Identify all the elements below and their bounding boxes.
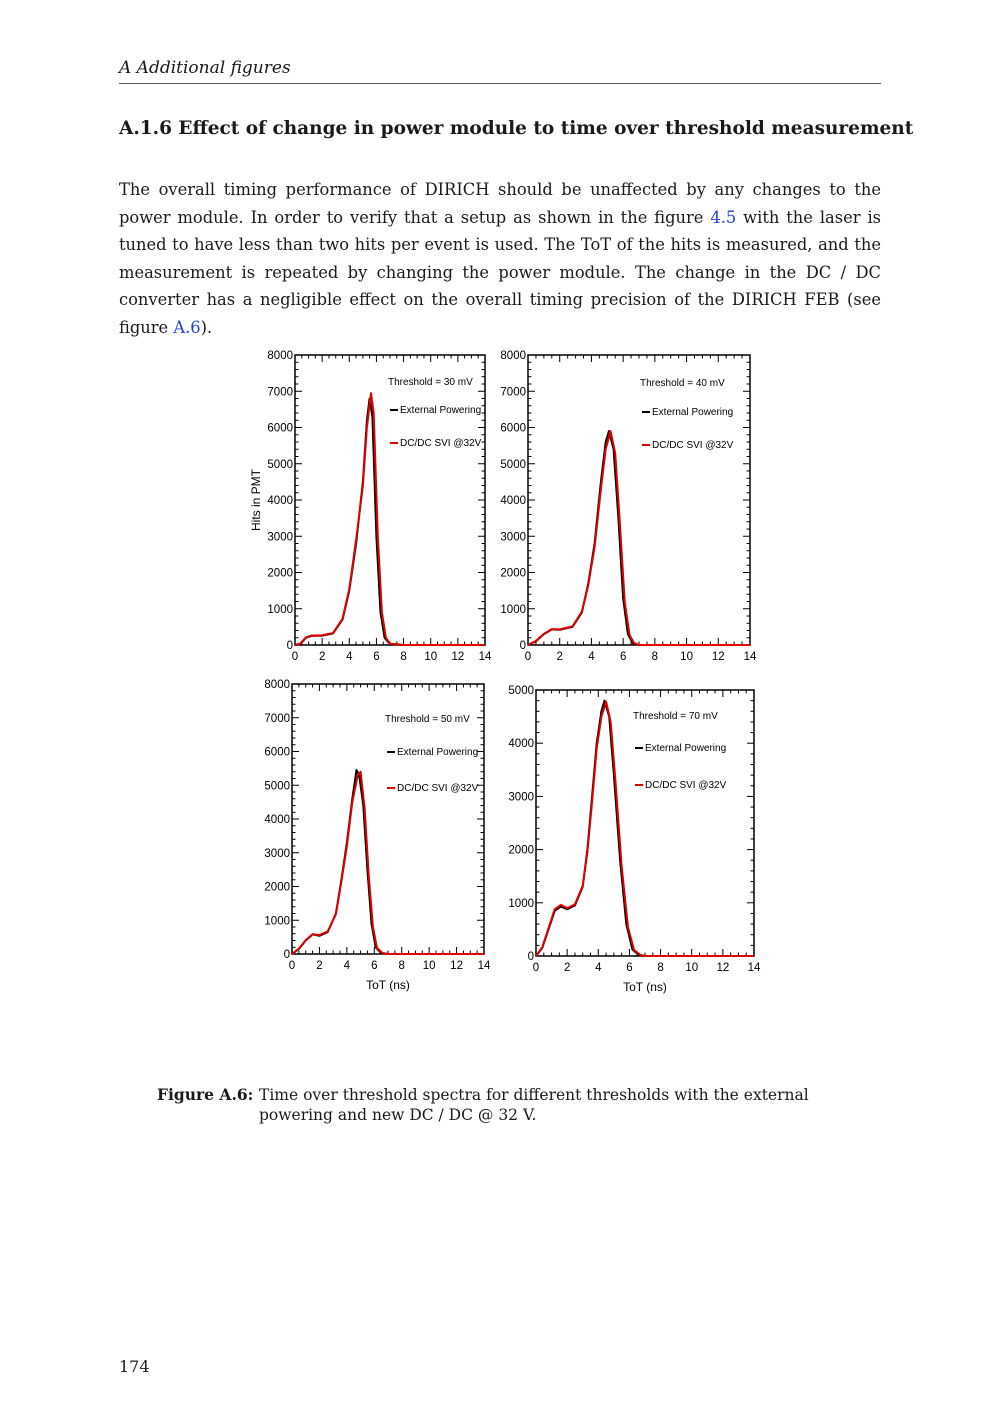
x-tick-label: 14 — [747, 962, 761, 974]
y-tick-label: 3000 — [267, 531, 293, 544]
caption-label: Figure A.6: — [157, 1085, 254, 1104]
legend-entry: DC/DC SVI @32V — [645, 780, 727, 791]
running-head: A Additional figures — [119, 58, 881, 84]
series-line — [292, 772, 484, 954]
plot-frame — [528, 355, 750, 645]
threshold-annotation: Threshold = 70 mV — [633, 711, 718, 722]
y-tick-label: 1000 — [508, 897, 534, 910]
x-tick-label: 8 — [651, 651, 659, 663]
y-tick-label: 6000 — [264, 746, 290, 759]
figure-ref-link[interactable]: 4.5 — [710, 207, 737, 227]
x-tick-label: 4 — [588, 651, 595, 663]
x-axis-label: ToT (ns) — [623, 980, 667, 994]
series-line — [528, 431, 750, 645]
x-tick-label: 2 — [316, 960, 323, 972]
y-tick-label: 0 — [519, 640, 526, 652]
y-tick-label: 4000 — [500, 495, 526, 507]
y-tick-label: 8000 — [267, 350, 293, 362]
body-paragraph — [119, 176, 881, 342]
y-tick-label: 7000 — [500, 386, 526, 399]
series-line — [528, 431, 750, 645]
chart-panel — [264, 679, 491, 992]
paragraph-text-2: with the laser is tuned to have less than two hits per event is used. The ToT of the hits is measured, and the measurement is repeated by changing the power module. The change in the DC / DC converter has a negligible effect on the overall timing precision of the DIRICH FEB (see figure — [119, 207, 882, 337]
threshold-annotation: Threshold = 30 mV — [388, 377, 473, 388]
y-tick-label: 5000 — [508, 685, 534, 697]
x-tick-label: 14 — [477, 960, 491, 972]
x-tick-label: 10 — [422, 960, 436, 972]
legend-entry: External Powering — [652, 407, 734, 418]
x-axis-label: ToT (ns) — [366, 978, 410, 992]
x-tick-label: 8 — [400, 651, 407, 663]
x-tick-label: 6 — [371, 960, 378, 972]
y-tick-label: 1000 — [264, 915, 290, 928]
y-axis-label: Hits in PMT — [249, 468, 263, 532]
series-line — [295, 393, 485, 645]
legend-entry: External Powering — [645, 743, 727, 754]
y-tick-label: 7000 — [267, 386, 293, 399]
y-tick-label: 4000 — [508, 738, 534, 751]
x-tick-label: 12 — [451, 651, 465, 663]
y-tick-label: 8000 — [500, 350, 526, 362]
legend-entry: DC/DC SVI @32V — [652, 440, 734, 451]
plot-frame — [536, 690, 754, 956]
x-tick-label: 14 — [743, 651, 757, 663]
series-line — [536, 702, 754, 956]
x-tick-label: 12 — [711, 651, 725, 663]
chart-panel — [249, 350, 492, 663]
legend-entry: DC/DC SVI @32V — [397, 783, 479, 794]
x-tick-label: 2 — [318, 651, 326, 663]
figure-ref-link[interactable]: A.6 — [173, 317, 201, 337]
plot-frame — [295, 355, 485, 645]
y-tick-label: 5000 — [264, 780, 290, 793]
legend-entry: DC/DC SVI @32V — [400, 438, 482, 449]
y-tick-label: 5000 — [500, 458, 526, 471]
threshold-annotation: Threshold = 40 mV — [640, 378, 725, 389]
y-tick-label: 1000 — [267, 603, 293, 616]
legend-entry: External Powering — [397, 747, 479, 758]
x-tick-label: 10 — [424, 651, 438, 663]
y-tick-label: 0 — [283, 949, 290, 961]
x-tick-label: 10 — [685, 962, 699, 974]
x-tick-label: 0 — [532, 962, 540, 974]
series-line — [295, 399, 485, 646]
y-tick-label: 5000 — [267, 458, 293, 471]
x-tick-label: 6 — [626, 962, 633, 974]
x-tick-label: 14 — [478, 651, 492, 663]
y-tick-label: 7000 — [264, 712, 290, 725]
y-tick-label: 2000 — [508, 844, 534, 857]
x-tick-label: 0 — [524, 651, 532, 663]
x-tick-label: 10 — [680, 651, 693, 663]
y-tick-label: 0 — [527, 951, 534, 963]
y-tick-label: 2000 — [264, 881, 290, 894]
x-tick-label: 2 — [563, 962, 571, 974]
x-tick-label: 2 — [556, 651, 563, 663]
figure-tot-spectra — [240, 340, 770, 1010]
chart-panel — [508, 685, 761, 994]
x-tick-label: 0 — [291, 651, 299, 663]
y-tick-label: 6000 — [267, 422, 293, 435]
section-title: A.1.6 Effect of change in power module to time over threshold measurement — [119, 118, 914, 139]
y-tick-label: 4000 — [264, 814, 290, 826]
paragraph-text-1: The overall timing performance of DIRICH should be unaffected by any changes to the power module. In order to verify that a setup as shown in the figure — [119, 180, 881, 227]
x-tick-label: 12 — [716, 962, 730, 974]
y-tick-label: 3000 — [508, 791, 534, 804]
series-line — [536, 701, 754, 956]
chart-panel — [500, 350, 757, 663]
series-line — [292, 770, 484, 954]
figure-svg — [240, 340, 770, 1010]
x-tick-label: 8 — [398, 960, 405, 972]
y-tick-label: 1000 — [500, 603, 526, 616]
x-tick-label: 4 — [346, 651, 353, 663]
caption-text: Time over threshold spectra for different thresholds with the external powering and new DC / DC @ 32 V. — [259, 1086, 809, 1124]
x-tick-label: 4 — [343, 960, 351, 972]
y-tick-label: 2000 — [267, 567, 293, 580]
x-tick-label: 12 — [450, 960, 463, 972]
y-tick-label: 4000 — [267, 495, 293, 507]
y-tick-label: 8000 — [264, 679, 290, 691]
paragraph-text-3: ). — [200, 317, 213, 337]
y-tick-label: 3000 — [264, 847, 290, 860]
y-tick-label: 0 — [286, 640, 293, 652]
y-tick-label: 6000 — [500, 422, 526, 435]
threshold-annotation: Threshold = 50 mV — [385, 714, 470, 725]
x-tick-label: 0 — [288, 960, 296, 972]
y-tick-label: 2000 — [500, 567, 526, 580]
y-tick-label: 3000 — [500, 531, 526, 544]
page-number: 174 — [119, 1357, 150, 1376]
legend-entry: External Powering — [400, 405, 482, 416]
x-tick-label: 6 — [373, 651, 380, 663]
x-tick-label: 8 — [657, 962, 664, 974]
x-tick-label: 6 — [619, 651, 627, 663]
x-tick-label: 4 — [595, 962, 602, 974]
